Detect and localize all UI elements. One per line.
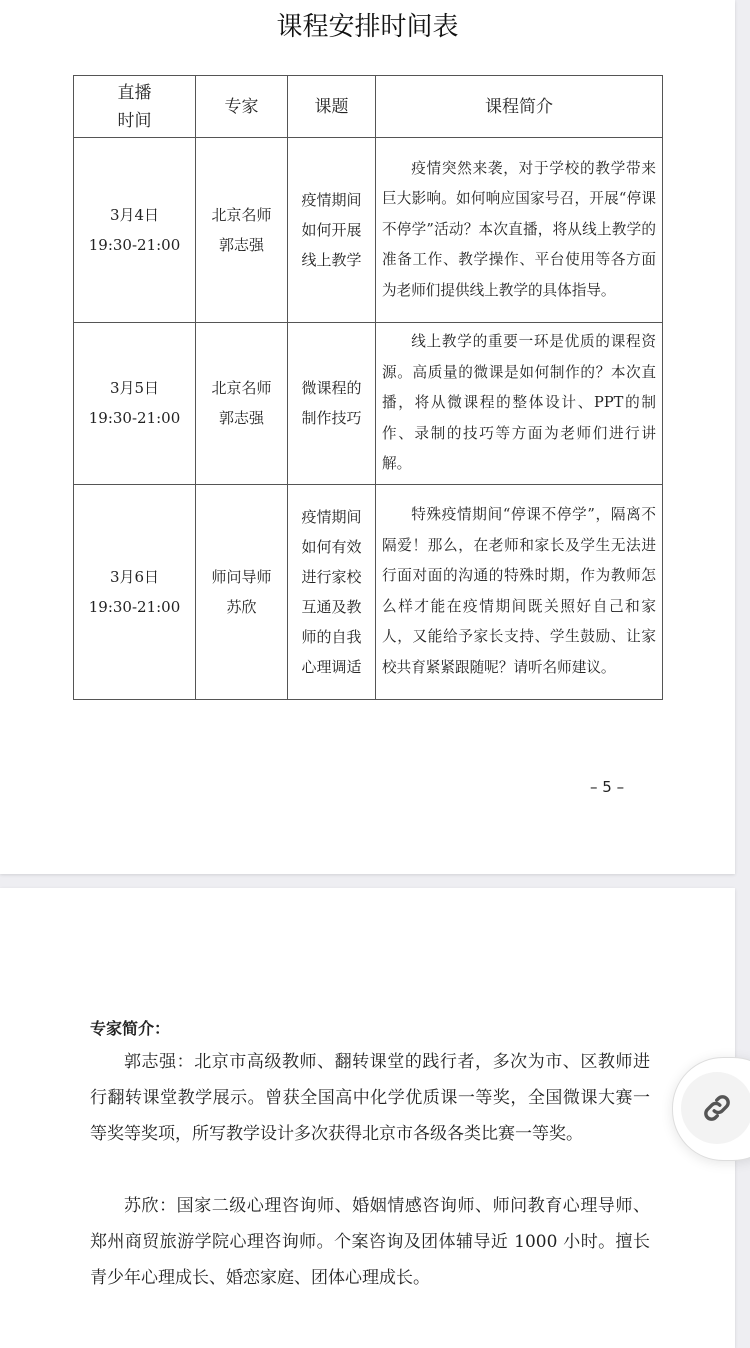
header-description: 课程简介 — [376, 76, 663, 138]
cell-time: 3月6日 19:30-21:00 — [74, 484, 196, 699]
cell-description: 特殊疫情期间“停课不停学”，隔离不隔爱！那么，在老师和家长及学生无法进行面对面的沟通的特殊时期，作为教师怎么样才能在疫情期间既关照好自己和家人，又能给予家长支持、学生鼓励、让家校共育紧紧跟随呢？请听名师建议。 — [376, 484, 663, 699]
cell-time: 3月5日 19:30-21:00 — [74, 323, 196, 485]
header-topic: 课题 — [288, 76, 376, 138]
cell-expert: 北京名师 郭志强 — [196, 323, 288, 485]
cell-expert: 北京名师 郭志强 — [196, 138, 288, 323]
cell-description: 线上教学的重要一环是优质的课程资源。高质量的微课是如何制作的？本次直播，将从微课程的整体设计、PPT的制作、录制的技巧等方面为老师们进行讲解。 — [376, 323, 663, 485]
schedule-table — [73, 75, 663, 700]
header-time: 直播 时间 — [74, 76, 196, 138]
table-header-row — [74, 76, 663, 138]
cell-time: 3月4日 19:30-21:00 — [74, 138, 196, 323]
table-row — [74, 323, 663, 485]
cell-topic: 微课程的 制作技巧 — [288, 323, 376, 485]
cell-topic: 疫情期间 如何有效 进行家校 互通及教 师的自我 心理调适 — [288, 484, 376, 699]
cell-description: 疫情突然来袭，对于学校的教学带来巨大影响。如何响应国家号召，开展“停课不停学”活动？本次直播，将从线上教学的准备工作、教学操作、平台使用等各方面为老师们提供线上教学的具体指导。 — [376, 138, 663, 323]
link-icon — [681, 1072, 750, 1144]
cell-topic: 疫情期间 如何开展 线上教学 — [288, 138, 376, 323]
header-expert: 专家 — [196, 76, 288, 138]
bio-paragraph: 苏欣：国家二级心理咨询师、婚姻情感咨询师、师问教育心理导师、郑州商贸旅游学院心理咨询师。个案咨询及团体辅导近 1000 小时。擅长青少年心理成长、婚恋家庭、团体心理成长。 — [90, 1196, 650, 1288]
page-number: – 5 – — [590, 778, 625, 796]
cell-expert: 师问导师 苏欣 — [196, 484, 288, 699]
document-page-6 — [0, 888, 735, 1348]
section-heading: 专家简介： — [90, 1019, 171, 1038]
bio-paragraph: 郭志强：北京市高级教师、翻转课堂的践行者，多次为市、区教师进行翻转课堂教学展示。曾获全国高中化学优质课一等奖，全国微课大赛一等奖等奖项，所写教学设计多次获得北京市各级各类比赛一等奖。 — [90, 1052, 650, 1144]
table-row — [74, 138, 663, 323]
page-title: 课程安排时间表 — [276, 12, 459, 42]
table-row — [74, 484, 663, 699]
